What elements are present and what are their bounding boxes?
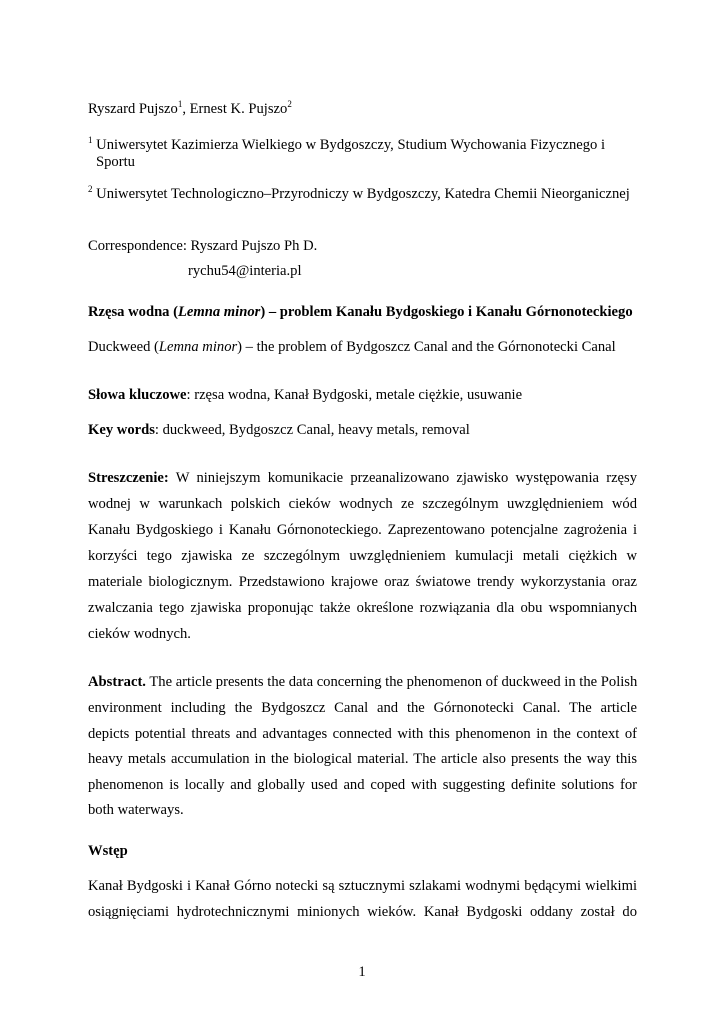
abstract-line: depicts potential threats and advantages connected with this phenomenon in the context of	[88, 726, 637, 742]
title-polish-part2: ) – problem Kanału Bydgoskiego i Kanału Górnonoteckiego	[260, 304, 633, 320]
affiliation-1-text: Uniwersytet Kazimierza Wielkiego w Bydgoszczy, Studium Wychowania Fizycznego i	[96, 137, 606, 153]
intro-line: osiągnięciami hydrotechnicznymi minionych wieków. Kanał Bydgoski oddany został do	[88, 904, 637, 920]
keywords-polish-label: Słowa kluczowe	[88, 387, 187, 403]
affiliation-2	[88, 185, 630, 203]
title-polish-part1: Rzęsa wodna (	[88, 304, 178, 320]
author-separator: ,	[182, 101, 190, 117]
keywords-polish-text: : rzęsa wodna, Kanał Bydgoski, metale ciężkie, usuwanie	[186, 387, 523, 403]
title-polish-species: Lemna minor	[178, 304, 261, 320]
title-english-species: Lemna minor	[158, 339, 238, 355]
intro-line: Kanał Bydgoski i Kanał Górno notecki są sztucznymi szlakami wodnymi będącymi wielkimi	[88, 878, 637, 894]
affiliation-2-text: Uniwersytet Technologiczno–Przyrodniczy w Bydgoszczy, Katedra Chemii Nieorganicznej	[96, 186, 630, 202]
streszczenie-line: cieków wodnych.	[88, 626, 191, 642]
abstract-line: Abstract. The article presents the data concerning the phenomenon of duckweed in the Polish	[88, 674, 638, 690]
correspondence-name: Ryszard Pujszo Ph D.	[190, 238, 318, 254]
abstract-line: environment including the Bydgoszcz Canal and the Górnonotecki Canal. The article	[88, 700, 637, 716]
author-1-affiliation-mark: 1	[177, 99, 183, 109]
affiliation-1	[88, 136, 605, 154]
page-number: 1	[358, 964, 366, 980]
streszczenie-line: korzyści tego zjawiska ze szczególnym uwzględnieniem kumulacji metali ciężkich w	[88, 548, 637, 564]
title-english	[88, 338, 616, 356]
correspondence-label: Correspondence:	[88, 238, 187, 254]
streszczenie-line: Streszczenie: W niniejszym komunikacie przeanalizowano zjawisko występowania rzęsy	[88, 470, 637, 486]
author-2: Ernest K. Pujszo	[189, 101, 288, 117]
abstract-line: heavy metals accumulation in the biological material. The article also presents the way this	[88, 751, 637, 767]
streszczenie-line: zwalczania tego zjawiska proponując także określone rozwiązania dla obu wspomnianych	[88, 600, 637, 616]
keywords-english-text: : duckweed, Bydgoszcz Canal, heavy metals, removal	[154, 422, 470, 438]
affiliation-2-number: 2	[88, 184, 93, 194]
title-english-part1: Duckweed (	[88, 339, 159, 355]
author-2-affiliation-mark: 2	[287, 99, 292, 109]
keywords-english	[88, 421, 470, 439]
author-1: Ryszard Pujszo	[88, 101, 178, 117]
streszczenie-label: Streszczenie:	[88, 470, 169, 486]
affiliation-1-number: 1	[88, 135, 93, 145]
keywords-polish	[88, 386, 522, 404]
correspondence-line	[88, 237, 317, 255]
streszczenie-line: materiale biologicznym. Przedstawiono krajowe oraz światowe trendy wykorzystania oraz	[88, 574, 637, 590]
abstract-line: phenomenon is locally and globally used and coped with suggesting definite solutions for	[88, 777, 637, 793]
correspondence-email[interactable]: rychu54@interia.pl	[188, 263, 302, 279]
title-polish	[88, 303, 633, 321]
abstract-label: Abstract.	[88, 674, 146, 690]
affiliation-1-continuation: Sportu	[96, 154, 135, 170]
title-english-part2: ) – the problem of Bydgoszcz Canal and the Górnonotecki Canal	[237, 339, 616, 355]
keywords-english-label: Key words	[88, 422, 155, 438]
streszczenie-line: Kanału Bydgoskiego i Kanału Górnonoteckiego. Zaprezentowano potencjalne zagrożenia i	[88, 522, 637, 538]
streszczenie-line: wodnej w warunkach polskich cieków wodnych ze szczególnym uwzględnieniem wód	[88, 496, 637, 512]
section-heading-intro: Wstęp	[88, 843, 128, 859]
abstract-line: both waterways.	[88, 802, 184, 818]
author-line	[88, 100, 292, 118]
